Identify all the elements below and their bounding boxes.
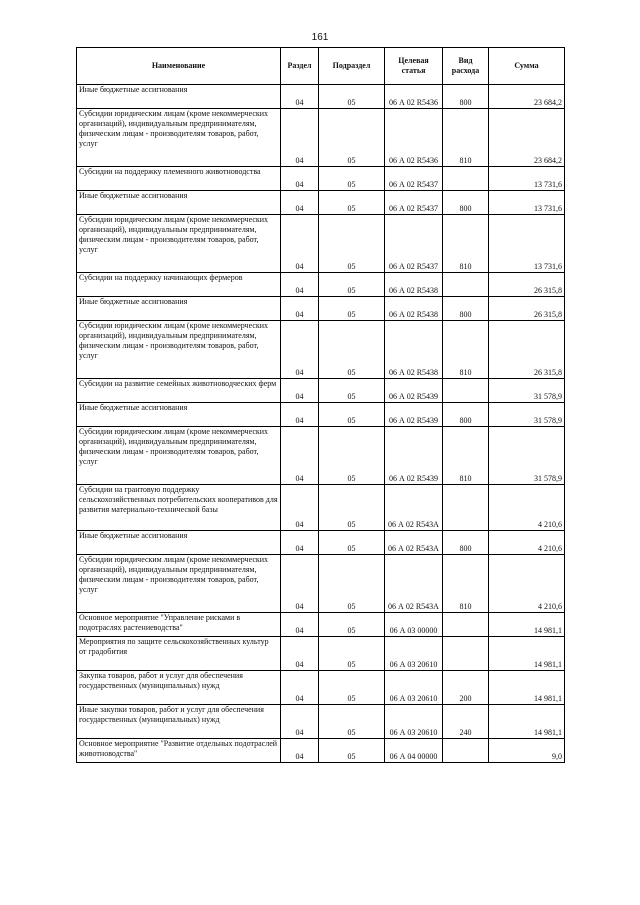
table-row xyxy=(77,403,565,427)
cell-name: Субсидии на грантовую поддержку сельскохозяйственных потребительских кооперативов для развития материально-технической базы xyxy=(77,485,281,531)
table-row xyxy=(77,167,565,191)
table-row xyxy=(77,613,565,637)
cell-name: Субсидии юридическим лицам (кроме некоммерческих организаций), индивидуальным предпринимателям, физическим лицам - производителям товаров, работ, услуг xyxy=(77,555,281,613)
cell-target: 06 А 03 20610 xyxy=(385,671,443,705)
cell-subsection: 05 xyxy=(319,297,385,321)
cell-subsection: 05 xyxy=(319,109,385,167)
cell-subsection: 05 xyxy=(319,215,385,273)
header-sum: Сумма xyxy=(489,48,565,85)
cell-name: Закупка товаров, работ и услуг для обеспечения государственных (муниципальных) нужд xyxy=(77,671,281,705)
cell-target: 06 А 02 R5439 xyxy=(385,379,443,403)
cell-name: Субсидии юридическим лицам (кроме некоммерческих организаций), индивидуальным предпринимателям, физическим лицам - производителям товаров, работ, услуг xyxy=(77,215,281,273)
cell-type: 810 xyxy=(443,321,489,379)
cell-target: 06 А 03 20610 xyxy=(385,705,443,739)
cell-target: 06 А 02 R5438 xyxy=(385,297,443,321)
table-row xyxy=(77,273,565,297)
cell-subsection: 05 xyxy=(319,531,385,555)
cell-subsection: 05 xyxy=(319,85,385,109)
cell-name: Иные закупки товаров, работ и услуг для обеспечения государственных (муниципальных) нужд xyxy=(77,705,281,739)
cell-sum: 14 981,1 xyxy=(489,671,565,705)
cell-target: 06 А 02 R5436 xyxy=(385,109,443,167)
header-section: Раздел xyxy=(281,48,319,85)
cell-target: 06 А 04 00000 xyxy=(385,739,443,763)
cell-sum: 31 578,9 xyxy=(489,403,565,427)
cell-type xyxy=(443,739,489,763)
cell-target: 06 А 03 20610 xyxy=(385,637,443,671)
cell-name: Основное мероприятие "Развитие отдельных подотраслей животноводства" xyxy=(77,739,281,763)
cell-section: 04 xyxy=(281,403,319,427)
cell-subsection: 05 xyxy=(319,379,385,403)
cell-section: 04 xyxy=(281,273,319,297)
cell-name: Иные бюджетные ассигнования xyxy=(77,85,281,109)
cell-type xyxy=(443,167,489,191)
cell-sum: 13 731,6 xyxy=(489,215,565,273)
cell-subsection: 05 xyxy=(319,191,385,215)
cell-subsection: 05 xyxy=(319,167,385,191)
cell-section: 04 xyxy=(281,739,319,763)
cell-type: 810 xyxy=(443,109,489,167)
cell-target: 06 А 02 R543А xyxy=(385,485,443,531)
cell-type: 200 xyxy=(443,671,489,705)
cell-sum: 26 315,8 xyxy=(489,273,565,297)
table-row xyxy=(77,191,565,215)
cell-target: 06 А 02 R543А xyxy=(385,555,443,613)
cell-name: Субсидии на поддержку начинающих фермеров xyxy=(77,273,281,297)
cell-sum: 23 684,2 xyxy=(489,109,565,167)
cell-target: 06 А 02 R5438 xyxy=(385,273,443,297)
cell-type xyxy=(443,485,489,531)
cell-name: Субсидии на развитие семейных животноводческих ферм xyxy=(77,379,281,403)
cell-target: 06 А 02 R5439 xyxy=(385,427,443,485)
header-name: Наименование xyxy=(77,48,281,85)
cell-name: Субсидии юридическим лицам (кроме некоммерческих организаций), индивидуальным предпринимателям, физическим лицам - производителям товаров, работ, услуг xyxy=(77,427,281,485)
cell-subsection: 05 xyxy=(319,273,385,297)
table-row xyxy=(77,705,565,739)
cell-type: 810 xyxy=(443,427,489,485)
cell-section: 04 xyxy=(281,555,319,613)
budget-table xyxy=(76,47,565,763)
cell-name: Иные бюджетные ассигнования xyxy=(77,191,281,215)
table-row xyxy=(77,637,565,671)
cell-name: Субсидии на поддержку племенного животноводства xyxy=(77,167,281,191)
cell-type: 800 xyxy=(443,403,489,427)
cell-target: 06 А 02 R5438 xyxy=(385,321,443,379)
cell-sum: 13 731,6 xyxy=(489,167,565,191)
cell-type xyxy=(443,379,489,403)
cell-type xyxy=(443,613,489,637)
cell-subsection: 05 xyxy=(319,485,385,531)
cell-sum: 14 981,1 xyxy=(489,613,565,637)
header-type: Вид расхода xyxy=(443,48,489,85)
cell-subsection: 05 xyxy=(319,321,385,379)
cell-sum: 26 315,8 xyxy=(489,297,565,321)
cell-target: 06 А 02 R5439 xyxy=(385,403,443,427)
cell-target: 06 А 02 R5437 xyxy=(385,191,443,215)
table-header-row xyxy=(77,48,565,85)
page-number: 161 xyxy=(311,32,329,43)
cell-section: 04 xyxy=(281,379,319,403)
cell-subsection: 05 xyxy=(319,555,385,613)
cell-name: Мероприятия по защите сельскохозяйственных культур от градобития xyxy=(77,637,281,671)
cell-section: 04 xyxy=(281,321,319,379)
cell-target: 06 А 02 R5436 xyxy=(385,85,443,109)
cell-section: 04 xyxy=(281,705,319,739)
table-row xyxy=(77,85,565,109)
cell-subsection: 05 xyxy=(319,671,385,705)
table-row xyxy=(77,555,565,613)
cell-section: 04 xyxy=(281,191,319,215)
cell-type: 800 xyxy=(443,531,489,555)
cell-subsection: 05 xyxy=(319,739,385,763)
cell-type: 800 xyxy=(443,191,489,215)
cell-section: 04 xyxy=(281,167,319,191)
cell-sum: 4 210,6 xyxy=(489,531,565,555)
cell-section: 04 xyxy=(281,637,319,671)
cell-section: 04 xyxy=(281,427,319,485)
cell-name: Субсидии юридическим лицам (кроме некоммерческих организаций), индивидуальным предпринимателям, физическим лицам - производителям товаров, работ, услуг xyxy=(77,321,281,379)
cell-section: 04 xyxy=(281,613,319,637)
cell-sum: 31 578,9 xyxy=(489,427,565,485)
cell-subsection: 05 xyxy=(319,613,385,637)
cell-name: Иные бюджетные ассигнования xyxy=(77,531,281,555)
cell-subsection: 05 xyxy=(319,427,385,485)
cell-name: Основное мероприятие "Управление рисками в подотраслях растениеводства" xyxy=(77,613,281,637)
table-row xyxy=(77,297,565,321)
cell-section: 04 xyxy=(281,297,319,321)
cell-section: 04 xyxy=(281,485,319,531)
cell-target: 06 А 02 R543А xyxy=(385,531,443,555)
cell-type: 800 xyxy=(443,85,489,109)
table-row xyxy=(77,109,565,167)
cell-sum: 14 981,1 xyxy=(489,637,565,671)
cell-sum: 23 684,2 xyxy=(489,85,565,109)
cell-type: 810 xyxy=(443,555,489,613)
cell-section: 04 xyxy=(281,109,319,167)
table-row xyxy=(77,427,565,485)
table-row xyxy=(77,485,565,531)
cell-type: 810 xyxy=(443,215,489,273)
table-row xyxy=(77,671,565,705)
cell-name: Иные бюджетные ассигнования xyxy=(77,297,281,321)
header-target: Целевая статья xyxy=(385,48,443,85)
cell-sum: 4 210,6 xyxy=(489,555,565,613)
cell-type: 240 xyxy=(443,705,489,739)
table-row xyxy=(77,739,565,763)
cell-subsection: 05 xyxy=(319,637,385,671)
cell-sum: 31 578,9 xyxy=(489,379,565,403)
table-row xyxy=(77,531,565,555)
cell-name: Иные бюджетные ассигнования xyxy=(77,403,281,427)
cell-section: 04 xyxy=(281,671,319,705)
cell-target: 06 А 02 R5437 xyxy=(385,167,443,191)
cell-subsection: 05 xyxy=(319,705,385,739)
cell-section: 04 xyxy=(281,531,319,555)
cell-target: 06 А 02 R5437 xyxy=(385,215,443,273)
cell-target: 06 А 03 00000 xyxy=(385,613,443,637)
cell-type xyxy=(443,273,489,297)
cell-subsection: 05 xyxy=(319,403,385,427)
cell-sum: 9,0 xyxy=(489,739,565,763)
cell-sum: 26 315,8 xyxy=(489,321,565,379)
table-row xyxy=(77,321,565,379)
cell-name: Субсидии юридическим лицам (кроме некоммерческих организаций), индивидуальным предпринимателям, физическим лицам - производителям товаров, работ, услуг xyxy=(77,109,281,167)
cell-sum: 14 981,1 xyxy=(489,705,565,739)
cell-sum: 4 210,6 xyxy=(489,485,565,531)
cell-type: 800 xyxy=(443,297,489,321)
table-row xyxy=(77,379,565,403)
cell-section: 04 xyxy=(281,215,319,273)
cell-type xyxy=(443,637,489,671)
cell-section: 04 xyxy=(281,85,319,109)
header-subsection: Подраздел xyxy=(319,48,385,85)
table-row xyxy=(77,215,565,273)
cell-sum: 13 731,6 xyxy=(489,191,565,215)
